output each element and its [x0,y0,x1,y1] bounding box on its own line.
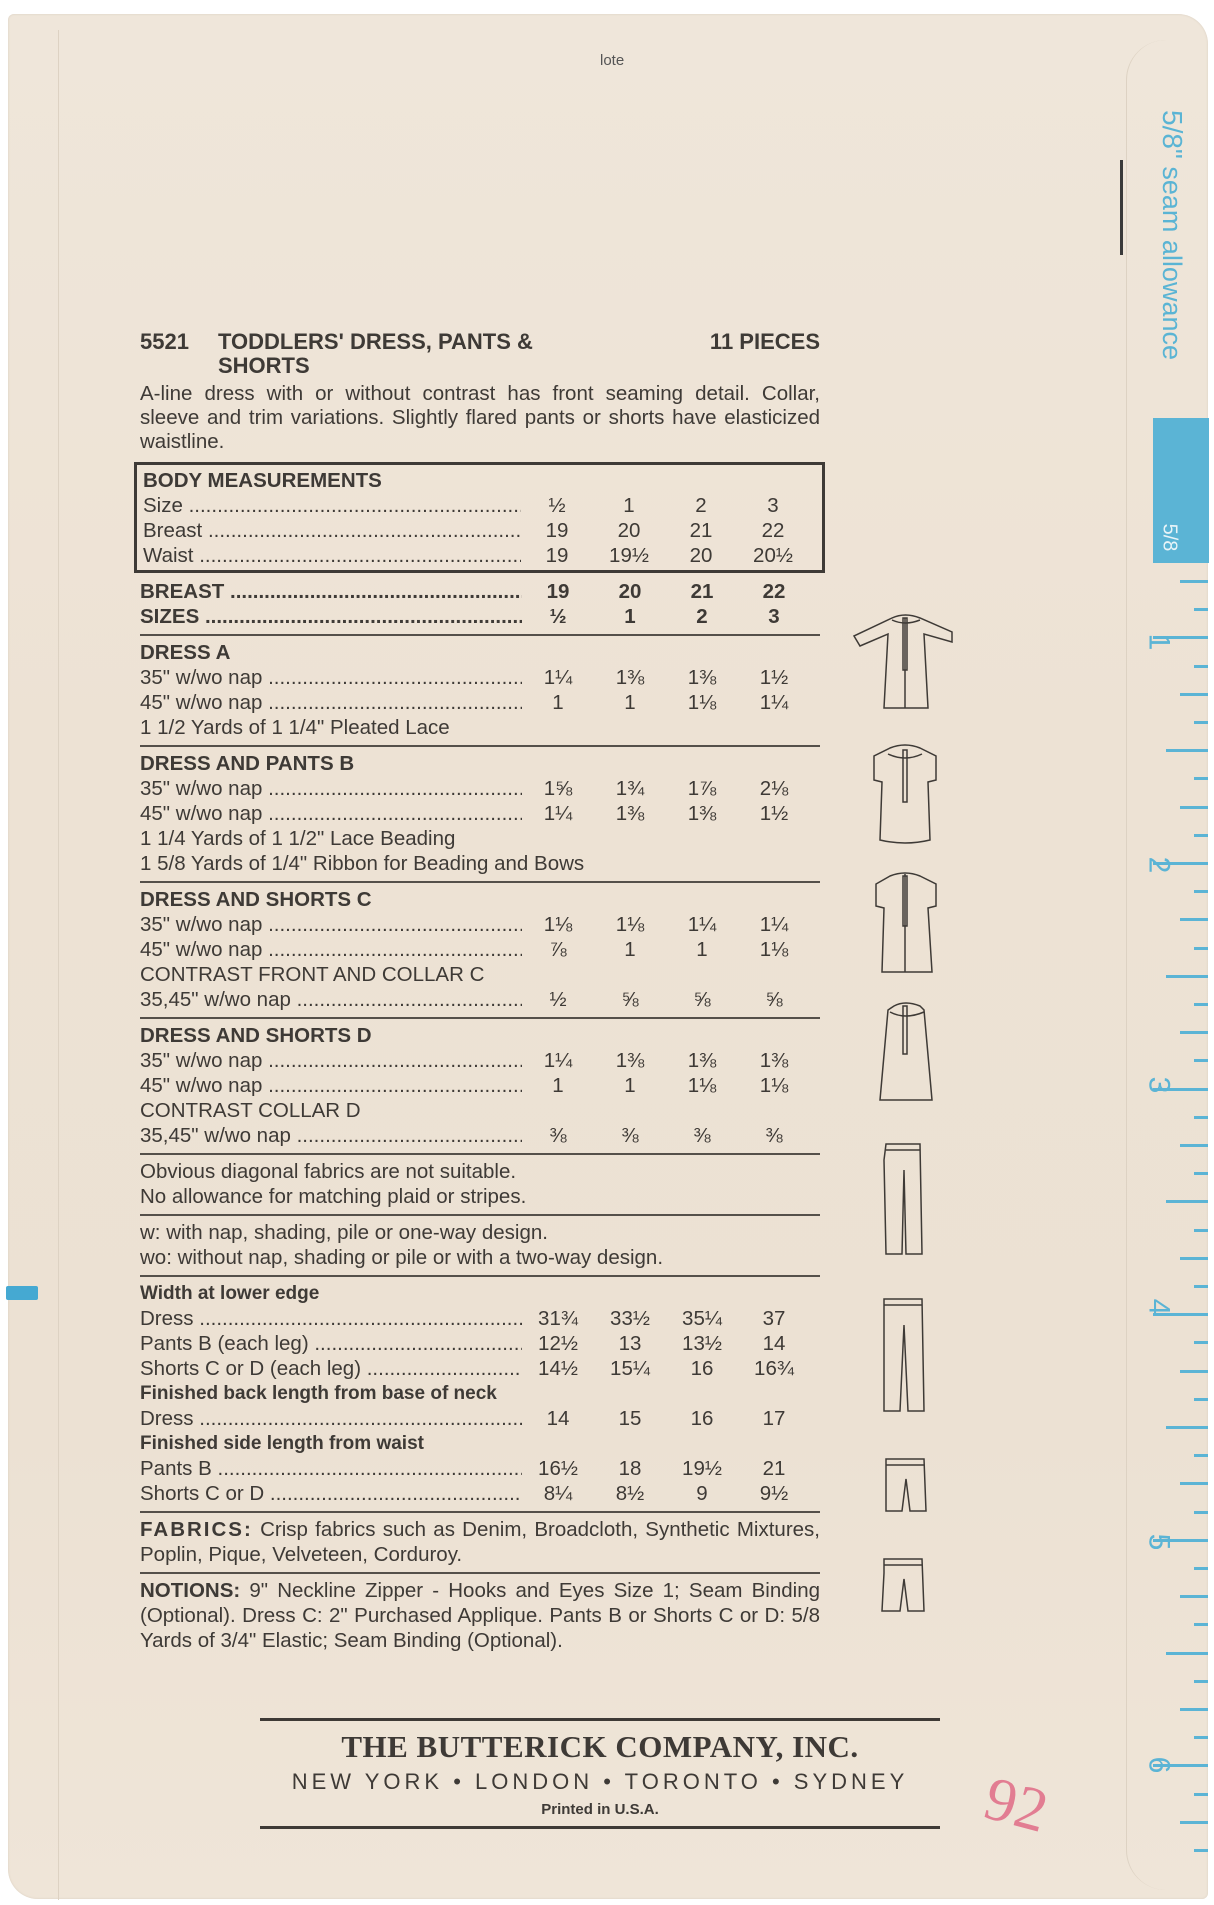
pieces-count: 11 PIECES [709,329,820,354]
cell: ⅝ [765,988,783,1011]
publisher-footer [260,1718,940,1829]
cell: ⅝ [621,988,639,1011]
cell: 9½ [759,1482,789,1505]
section-title: DRESS AND SHORTS C [140,888,372,911]
cell: 1⅛ [759,938,789,961]
table-row [140,604,820,629]
table-row [137,543,818,568]
cell: 14 [762,1332,786,1355]
cell: 2⅛ [759,777,789,800]
cell: 33½ [610,1307,650,1330]
table-row [140,1406,820,1431]
cell: 35¼ [682,1307,722,1330]
row-label: 35,45" w/wo nap ..... [140,1123,522,1148]
ruler-tick [1180,1370,1208,1373]
ruler-tick [1180,918,1208,921]
table-row [140,1048,820,1073]
cell: ½ [549,988,567,1011]
legend-line: wo: without nap, shading or pile or with a two-way design. [140,1246,664,1269]
ruler-tick [1194,721,1208,724]
ruler-tick [1194,1623,1208,1626]
cell: 8¼ [543,1482,573,1505]
table-row [140,579,820,604]
section-title: DRESS A [140,641,231,664]
yardage-section-dress-shorts-c [140,887,820,1012]
cell: 1⅜ [687,666,717,689]
cell: 20 [618,580,642,603]
yardage-section-dress-a [140,640,820,740]
cell: 16¾ [754,1357,794,1380]
row-label: 35" w/wo nap ..... [140,912,522,937]
row-label: BREAST ..... [140,579,522,604]
ruler-tick [1194,777,1208,780]
pants-b-illustration [840,1140,970,1260]
ruler-inch-label: 1 [1142,633,1176,651]
cell: ½ [548,494,566,517]
section-title: Width at lower edge [140,1283,320,1304]
divider [140,745,820,747]
ruler-tick [1180,693,1208,696]
pattern-info-column [140,330,820,1653]
cell: 1 [624,1074,636,1097]
cell: 1⅛ [543,913,573,936]
cell: 1⅜ [687,802,717,825]
ruler-tick [1194,1285,1208,1288]
ruler-tick [1180,1257,1208,1260]
dress-d-illustration [840,1000,970,1120]
ruler-tick [1194,834,1208,837]
cell: 1 [624,605,636,628]
row-label: Size ..... [137,493,521,518]
cell: 1½ [759,666,789,689]
row-label: Waist ..... [137,543,521,568]
legend-line: w: with nap, shading, pile or one-way design. [140,1221,548,1244]
cell: 1⅜ [687,1049,717,1072]
cell: 1 [623,494,635,517]
cell: ⅞ [549,938,567,961]
ruler-tick [1194,1341,1208,1344]
cell: 20½ [753,544,793,567]
row-label: 35" w/wo nap ..... [140,1048,522,1073]
row-label: Shorts C or D (each leg) ..... [140,1356,522,1381]
pants-b-illustration-2 [840,1295,970,1420]
fabrics-label: FABRICS: [140,1518,253,1541]
ruler-tick [1166,1200,1208,1203]
cell: 1⅛ [687,1074,717,1097]
table-row [140,1456,820,1481]
divider [140,1214,820,1216]
ruler-tick [1180,1031,1208,1034]
row-label: Pants B (each leg) ..... [140,1331,522,1356]
ruler-tick [1194,1229,1208,1232]
cell: 1½ [759,802,789,825]
row-label: 35" w/wo nap ..... [140,665,522,690]
ruler-inch-label: 4 [1142,1298,1176,1316]
divider [140,881,820,883]
cell: 1 [552,1074,564,1097]
table-row [140,937,820,962]
cell: ½ [549,605,567,628]
section-title: DRESS AND SHORTS D [140,1024,372,1047]
cell: 3 [767,494,779,517]
ruler-tick [1194,1398,1208,1401]
note-line: No allowance for matching plaid or stripes. [140,1185,527,1208]
table-row [140,776,820,801]
cell: ⅜ [765,1124,783,1147]
notion-note: 1 1/4 Yards of 1 1/2" Lace Beading [140,827,456,850]
cell: 1¼ [543,1049,573,1072]
section-title: DRESS AND PANTS B [140,752,355,775]
fabrics-paragraph [140,1517,820,1567]
row-label: 35" w/wo nap ..... [140,776,522,801]
cell: 19 [545,519,569,542]
table-row [140,1331,820,1356]
dress-a-illustration [840,590,970,720]
cell: 22 [762,580,786,603]
ruler-tick [1194,1849,1208,1852]
divider [140,1275,820,1277]
company-cities: NEW YORK • LONDON • TORONTO • SYDNEY [291,1769,909,1794]
ruler-tick [1194,1567,1208,1570]
cell: 13½ [682,1332,722,1355]
dress-c-illustration [840,870,970,990]
row-label: 45" w/wo nap ..... [140,801,522,826]
ruler-tick [1194,1680,1208,1683]
cell: ⅝ [693,988,711,1011]
divider [140,1017,820,1019]
cell: 1¼ [543,666,573,689]
cell: 9 [696,1482,708,1505]
ruler-tick [1194,1511,1208,1514]
cell: 8½ [615,1482,645,1505]
shorts-d-illustration [840,1555,970,1620]
section-title: Finished back length from base of neck [140,1383,497,1404]
divider [140,1572,820,1574]
row-label: SIZES ..... [140,604,522,629]
block-fraction: 5/8 [1158,523,1181,552]
row-label: 45" w/wo nap ..... [140,690,522,715]
cell: 1 [624,938,636,961]
cell: 12½ [538,1332,578,1355]
row-label: Dress ..... [140,1306,522,1331]
section-title: Finished side length from waist [140,1433,424,1454]
yardage-section-dress-shorts-d [140,1023,820,1148]
ruler-tick [1180,1708,1208,1711]
cell: 1⅝ [543,777,573,800]
cell: 19½ [609,544,649,567]
cell: 22 [761,519,785,542]
cell: 15 [618,1407,642,1430]
printed-in: Printed in U.S.A. [541,1801,659,1818]
ruler-tick [1180,1482,1208,1485]
cell: 1⅜ [615,802,645,825]
table-row [140,912,820,937]
dress-b-illustration [840,740,970,865]
ruler-inch-label: 5 [1142,1533,1176,1551]
row-label: 45" w/wo nap ..... [140,1073,522,1098]
cell: 1⅜ [759,1049,789,1072]
cell: 2 [695,494,707,517]
cell: 37 [762,1307,786,1330]
cell: 31¾ [538,1307,578,1330]
pattern-title [218,330,710,378]
cell: 1⅛ [759,1074,789,1097]
ruler-tick [1194,1003,1208,1006]
ruler-tick [1194,1793,1208,1796]
table-row [140,690,820,715]
table-row [140,1306,820,1331]
cell: 15¼ [610,1357,650,1380]
subsection-title: CONTRAST COLLAR D [140,1099,361,1122]
cell: 21 [762,1457,786,1480]
cell: 19 [546,580,570,603]
ruler-tick [1180,1595,1208,1598]
table-row [140,1481,820,1506]
nap-legend [140,1220,820,1270]
table-row [140,987,820,1012]
cell: 14½ [538,1357,578,1380]
subsection-title: CONTRAST FRONT AND COLLAR C [140,963,485,986]
footer-rule-bottom [260,1826,940,1829]
cell: 20 [689,544,713,567]
pattern-title-line2: SHORTS [218,353,310,378]
notions-text: 9" Neckline Zipper - Hooks and Eyes Size 1; Seam Binding (Optional). Dress C: 2" Purchased Applique. Pants B or Shorts C or D: 5/8 Yards of 3/4" Elastic; Seam Binding (Optional). [140,1579,821,1652]
row-label: Dress ..... [140,1406,522,1431]
cell: ⅜ [693,1124,711,1147]
table-row [140,1123,820,1148]
row-label: Breast ..... [137,518,521,543]
row-label: Shorts C or D ..... [140,1481,522,1506]
ruler-tick [1194,1454,1208,1457]
table-row [137,518,818,543]
blue-edge-mark [6,1286,38,1300]
handwritten-stamp: 92 [977,1764,1055,1846]
cell: 1¼ [759,691,789,714]
cell: 1 [624,691,636,714]
divider [140,1153,820,1155]
table-row [140,1356,820,1381]
ruler-tick [1180,1144,1208,1147]
ruler-tick [1194,1172,1208,1175]
cell: 1⅜ [615,666,645,689]
cell: 16 [690,1357,714,1380]
ruler-tick [1180,1821,1208,1824]
cell: 20 [617,519,641,542]
ruler-tick [1180,806,1208,809]
fabric-suitability-notes [140,1159,820,1209]
cell: 1⅛ [615,913,645,936]
ruler-tick [1166,1652,1208,1655]
ruler-tick [1166,975,1208,978]
cell: 2 [696,605,708,628]
pattern-description: A-line dress with or without contrast has front seaming detail. Collar, sleeve and trim variations. Slightly flared pants or shorts have elasticized waistline. [140,382,820,453]
body-measurements-title: BODY MEASUREMENTS [143,469,382,492]
table-row [140,1073,820,1098]
ruler-tick [1194,947,1208,950]
cell: 21 [689,519,713,542]
divider [140,634,820,636]
partial-top-text: lote [600,52,625,69]
ruler-tick [1194,1736,1208,1739]
cell: 13 [618,1332,642,1355]
note-line: Obvious diagonal fabrics are not suitable. [140,1160,517,1183]
ruler-tick [1194,890,1208,893]
cell: 19½ [682,1457,722,1480]
ruler-tick [1194,608,1208,611]
cell: 1¼ [759,913,789,936]
cell: ⅜ [549,1124,567,1147]
seam-allowance-block [1153,418,1209,563]
row-label: Pants B ..... [140,1456,522,1481]
ruler-tick [1194,1059,1208,1062]
notions-paragraph [140,1578,820,1653]
black-marker-line [1120,160,1123,255]
footer-rule-top [260,1718,940,1721]
cell: 16 [690,1407,714,1430]
cell: 1 [696,938,708,961]
cell: 1⅛ [687,691,717,714]
cell: 3 [768,605,780,628]
size-header [140,579,820,629]
body-measurements-box [134,462,825,573]
company-name: THE BUTTERICK COMPANY, INC. [341,1729,859,1764]
table-row [140,801,820,826]
cell: ⅜ [621,1124,639,1147]
fabrics-text: Crisp fabrics such as Denim, Broadcloth, Synthetic Mixtures, Poplin, Pique, Velveteen, Corduroy. [140,1518,820,1566]
cell: 1⅞ [687,777,717,800]
cell: 1¼ [687,913,717,936]
cell: 16½ [538,1457,578,1480]
pattern-header [140,330,820,378]
cell: 1¼ [543,802,573,825]
shorts-c-illustration [840,1455,970,1520]
cell: 19 [545,544,569,567]
seam-fraction: 5/8" [1157,110,1188,159]
ruler-inch-label: 3 [1142,1076,1176,1094]
divider [140,1511,820,1513]
cell: 18 [618,1457,642,1480]
row-label: 35,45" w/wo nap ..... [140,987,522,1012]
finished-measurements [140,1281,820,1506]
cell: 1¾ [615,777,645,800]
notion-note: 1 1/2 Yards of 1 1/4" Pleated Lace [140,716,450,739]
envelope-fold-left [10,30,59,1900]
ruler-tick [1166,1426,1208,1429]
ruler-tick [1180,580,1208,583]
ruler-tick [1194,1116,1208,1119]
cell: 14 [546,1407,570,1430]
ruler-inch-label: 2 [1142,856,1176,874]
table-row [137,493,818,518]
seam-text: seam allowance [1157,166,1187,360]
table-row [140,665,820,690]
notion-note: 1 5/8 Yards of 1/4" Ribbon for Beading and Bows [140,852,585,875]
yardage-section-dress-pants-b [140,751,820,876]
ruler-inch-label: 6 [1142,1756,1176,1774]
ruler-tick [1166,749,1208,752]
cell: 17 [762,1407,786,1430]
seam-allowance-label [1156,110,1188,360]
cell: 1 [552,691,564,714]
pattern-number: 5521 [140,329,189,354]
notions-label: NOTIONS: [140,1579,241,1602]
ruler-tick [1194,665,1208,668]
pattern-title-line1: TODDLERS' DRESS, PANTS & [218,329,533,354]
cell: 1⅜ [615,1049,645,1072]
row-label: 45" w/wo nap ..... [140,937,522,962]
cell: 21 [690,580,714,603]
